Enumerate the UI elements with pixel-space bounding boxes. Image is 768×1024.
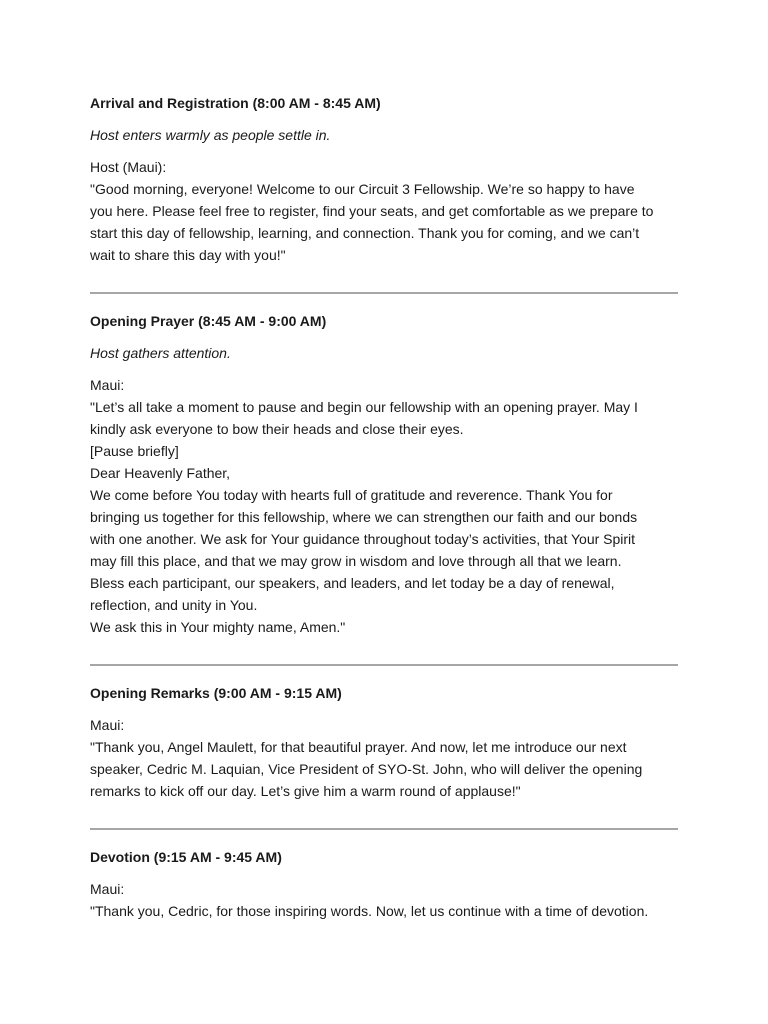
script-line: kindly ask everyone to bow their heads and close their eyes. [90,421,464,437]
section-opening-prayer [90,310,680,638]
speaker-label: Maui: [90,717,125,733]
section-title: Opening Remarks (9:00 AM - 9:15 AM) [90,685,342,701]
section-opening-remarks [90,682,680,802]
stage-direction: Host gathers attention. [90,345,231,361]
script-line: with one another. We ask for Your guidance throughout today’s activities, that Your Spirit [90,531,636,547]
stage-direction: Host enters warmly as people settle in. [90,127,331,143]
speaker-label: Host (Maui): [90,159,167,175]
script-line: "Thank you, Cedric, for those inspiring words. Now, let us continue with a time of devotion. [90,903,649,919]
script-line: bringing us together for this fellowship, where we can strengthen our faith and our bonds [90,509,638,525]
script-line: [Pause briefly] [90,443,179,459]
document-page [90,92,680,922]
script-line: We ask this in Your mighty name, Amen." [90,619,346,635]
script-line: Bless each participant, our speakers, and leaders, and let today be a day of renewal, [90,575,615,591]
speaker-label: Maui: [90,881,125,897]
section-divider [90,664,678,666]
script-line: speaker, Cedric M. Laquian, Vice President of SYO-St. John, who will deliver the opening [90,761,643,777]
section-devotion [90,846,680,922]
section-title: Opening Prayer (8:45 AM - 9:00 AM) [90,313,327,329]
script-line: may fill this place, and that we may grow in wisdom and love through all that we learn. [90,553,622,569]
script-line: "Let’s all take a moment to pause and begin our fellowship with an opening prayer. May I [90,399,638,415]
script-line: start this day of fellowship, learning, and connection. Thank you for coming, and we can’t [90,225,640,241]
script-line: "Thank you, Angel Maulett, for that beautiful prayer. And now, let me introduce our next [90,739,627,755]
script-line: Dear Heavenly Father, [90,465,231,481]
speaker-label: Maui: [90,377,125,393]
script-line: reflection, and unity in You. [90,597,258,613]
section-title: Devotion (9:15 AM - 9:45 AM) [90,849,282,865]
section-arrival-registration [90,92,680,266]
section-divider [90,292,678,294]
script-line: you here. Please feel free to register, find your seats, and get comfortable as we prepare to [90,203,654,219]
section-title: Arrival and Registration (8:00 AM - 8:45 AM) [90,95,381,111]
script-line: We come before You today with hearts full of gratitude and reverence. Thank You for [90,487,613,503]
section-divider [90,828,678,830]
script-line: remarks to kick off our day. Let’s give him a warm round of applause!" [90,783,521,799]
script-line: wait to share this day with you!" [90,247,286,263]
script-line: "Good morning, everyone! Welcome to our Circuit 3 Fellowship. We’re so happy to have [90,181,635,197]
